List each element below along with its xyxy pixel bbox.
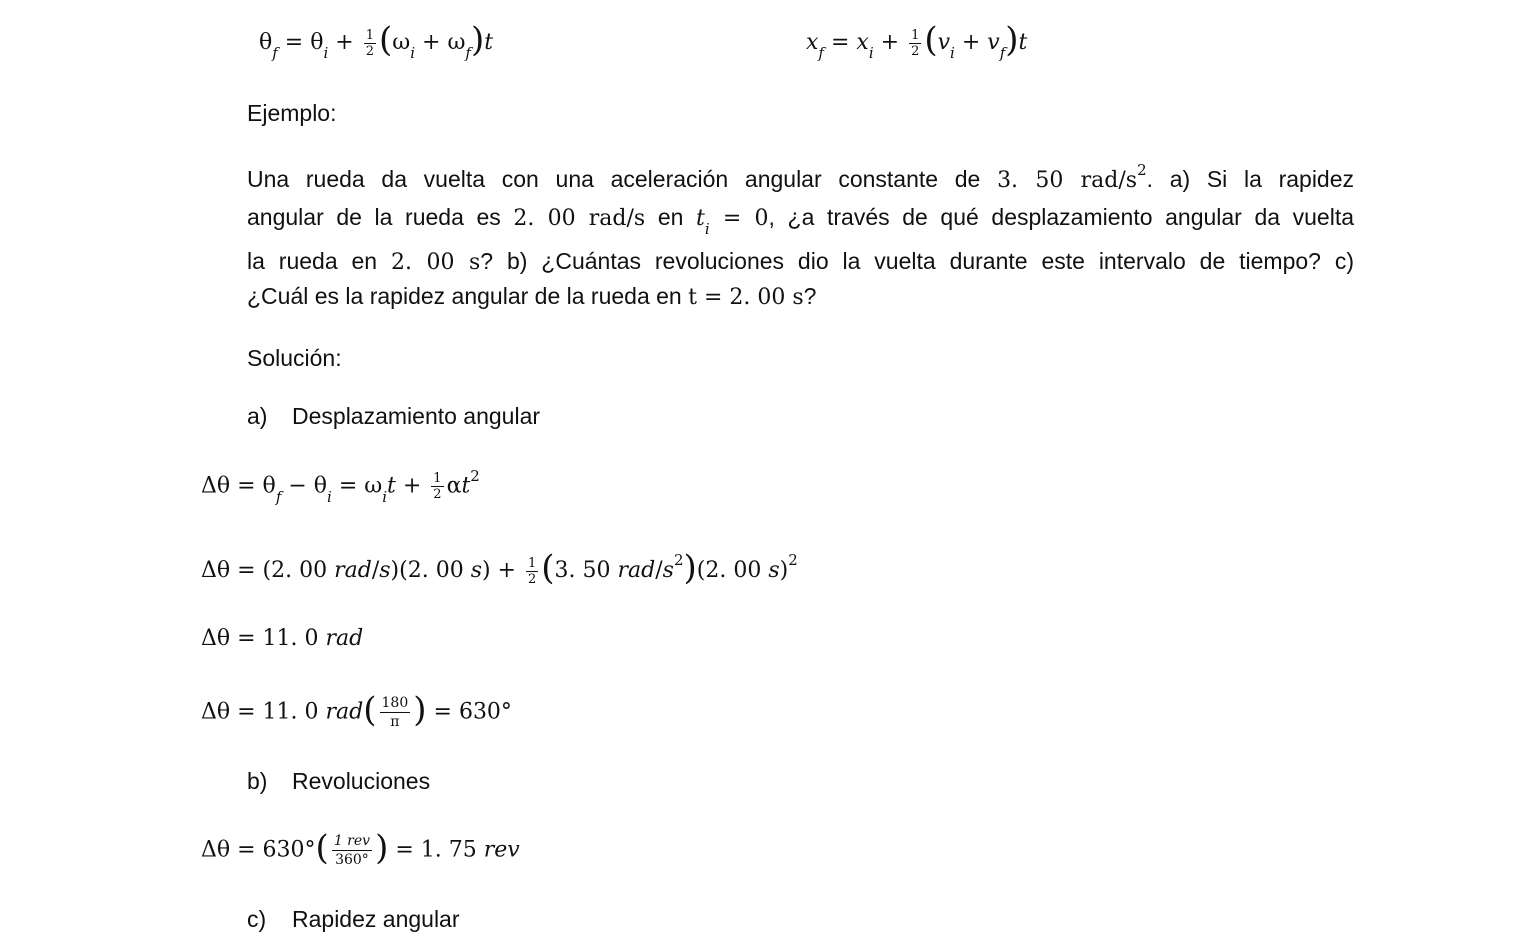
equation-displacement-result: Δθ = 11. 0 rad [201,626,364,651]
equation-displacement-definition: $\Delta\theta = \theta_f - \theta_i = \omega_it$ + $\frac{1}{2}$ $\alpha t^2$ [201,466,480,506]
equation-displacement-degrees: Δθ = 11. 0 rad( $\frac{180}{\pi}$ ) = 630° [201,689,512,730]
problem-line-3: la rueda en 2. 00 s? b) ¿Cuántas revoluciones dio la vuelta durante este intervalo de tiempo? c) [247,248,1355,275]
problem-line-2: angular de la rueda es 2. 00 rad/s en $t_i = 0$, ¿a través de qué desplazamiento angular da vuelta [247,204,1355,238]
equation-revolutions: Δθ = 630°( $\frac{\text{1 rev}}{360^\circ}$ ) = 1. 75 rev [201,827,520,868]
angular-position-formula: $\theta_f = \theta_i$ + $\frac{1}{2}$ $(\omega_i + \omega_f)t$ [259,20,494,62]
part-b-heading: b) Revoluciones [247,768,431,794]
equation-displacement-substitution: Δθ = (2. 00 rad/s)(2. 00 s) + $\frac{1}{2}$ (3. 50 rad/$s^2)(2$. 00 s)$^2$ [201,548,798,588]
part-c-heading: c) Rapidez angular [247,906,460,932]
example-heading: Ejemplo: [247,100,337,126]
problem-line-4: ¿Cuál es la rapidez angular de la rueda en t = 2. 00 s? [247,283,817,310]
part-a-heading: a) Desplazamiento angular [247,403,541,429]
linear-position-formula: $x_f = x_i$ + $\frac{1}{2}$ $(v_i + v_f)t$ [806,20,1028,62]
problem-line-1: Una rueda da vuelta con una aceleración angular constante de 3. 50 rad/$s^2$. a) Si la rapidez [247,161,1355,193]
solution-heading: Solución: [247,345,342,371]
